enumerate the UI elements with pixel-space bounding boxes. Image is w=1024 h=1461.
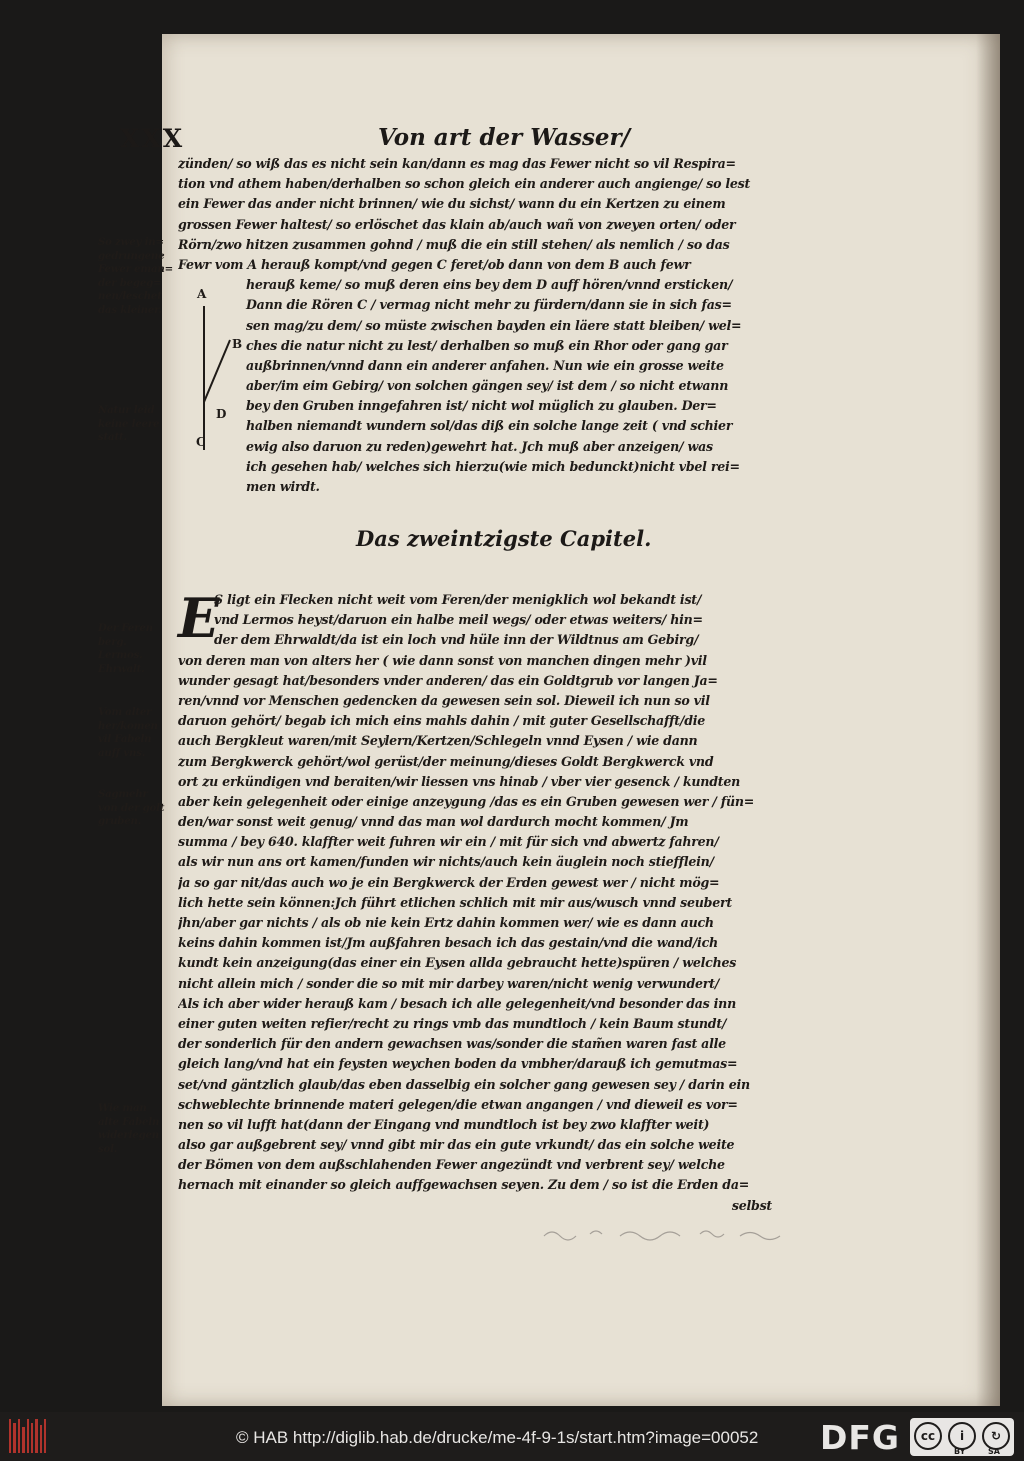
marginal-note-goldmine: [98, 788, 180, 829]
text-line: grossen Fewer haltest/ so erlöschet das klain ab/auch wañ von zweyen orten/ oder: [178, 216, 736, 232]
text-line: wunder gesagt hat/besonders vnder anderen/ das ein Goldtgrub vor langen Ja=: [178, 672, 718, 688]
text-line: auch Bergkleut waren/mit Seylern/Kertzen/Schlegeln vnnd Eysen / wie dann: [178, 733, 698, 749]
cc-icon: cc: [914, 1422, 942, 1450]
text-block-chapter: [178, 586, 772, 1216]
page-number: XXX: [120, 124, 185, 153]
text-line: einer guten weiten refier/recht zu rings vmb das mundtloch / kein Baum stundt/: [178, 1015, 727, 1031]
diagram-label-c: C: [196, 435, 206, 449]
marginal-note-line: So zwey in=: [98, 236, 164, 248]
text-line: keins dahin kommen ist/Jm außfahren besach ich das gestain/vnd die wand/ich: [178, 935, 718, 951]
marginal-note-line: nen/leschet: [98, 290, 162, 302]
text-line: also gar außgebrent sey/ vnnd gibt mir das ein gute vrkundt/ das ein solche weite: [178, 1137, 735, 1153]
copyright-link[interactable]: © HAB http://diglib.hab.de/drucke/me-4f-9-1s/start.htm?image=00052: [236, 1428, 759, 1447]
text-line: S ligt ein Flecken nicht weit vom Feren/der menigklich wol bekandt ist/: [214, 592, 702, 607]
text-block-upper: [178, 154, 772, 497]
text-line: der sonderlich für den andern gewachsen was/sonder die stam̃en waren fast alle: [178, 1036, 726, 1052]
text-line: nen so vil lufft hat(dann der Eingang vnd mundtloch ist bey zwo klaffter weit): [178, 1116, 710, 1132]
marginal-note-vacuum: [98, 404, 180, 445]
text-line: ich gesehen hab/ welches sich hierzu(wie mich bedunckt)nicht vbel rei=: [246, 458, 740, 474]
catchword: selbst: [731, 1197, 772, 1213]
cc-by-sa-license-badge[interactable]: [910, 1418, 1014, 1456]
marginal-note-line: vil Fabeln: [98, 733, 152, 745]
text-line: set/vnd gäntzlich glaub/das eben dasselbig ein solcher gang gewesen sey / darin ein: [178, 1076, 750, 1092]
diagram-label-d: D: [216, 407, 227, 421]
marginal-note-line: her/komen: [98, 719, 158, 732]
text-line: summa / bey 640. klaffter weit fuhren wir ein / mit für sich vnd abwertz fahren/: [178, 834, 719, 850]
marginal-note-line: Wie man: [98, 1102, 147, 1114]
marginal-note-fables: [98, 706, 180, 760]
share-alike-icon: ↻: [982, 1422, 1010, 1450]
page-gutter-shadow: [976, 34, 1000, 1406]
text-line: von deren man von alters her ( wie dann sonst von manchen dingen mehr )vil: [178, 652, 707, 668]
handwritten-annotation: [540, 1224, 820, 1242]
marginal-note-line: sol.: [98, 1142, 118, 1155]
text-line: zünden/ so wiß das es nicht sein kan/dann es mag das Fewer nicht so vil Respira=: [178, 156, 736, 171]
text-line: schweblechte brinnende materi gelegen/die etwan angangen / vnd dieweil es vor=: [178, 1096, 738, 1112]
license-by-label: BY: [954, 1447, 966, 1456]
text-line: aber/im eim Gebirg/ von solchen gängen sey/ ist dem / so nicht etwann: [246, 378, 729, 394]
text-line: ches die natur nicht zu lest/ derhalben so muß ein Rhor oder gang gar: [246, 337, 728, 353]
text-line: außbrinnen/vnnd dann ein anderer anfahen. Nun wie ein grosse weite: [246, 357, 724, 373]
marginal-note-line: gruben.: [98, 815, 142, 827]
running-head-title: Von art der Wasser/: [378, 124, 631, 151]
marginal-note-line: Natur leid: [98, 404, 155, 416]
text-line: herauß keme/ so muß deren eins bey dem D auff hören/vnnd ersticken/: [246, 277, 733, 293]
text-line: aber kein gelegenheit oder einige anzeygung /das es ein Gruben gewesen wer / fün=: [178, 793, 755, 809]
text-line: jhn/aber gar nichts / als ob nie kein Ertz dahin kommen wer/ wie es dann auch: [178, 915, 714, 930]
license-sa-label: SA: [988, 1447, 1000, 1456]
marginal-note-line: der begeg=: [98, 276, 162, 289]
diagram-label-a: A: [197, 287, 207, 301]
text-line: Als ich aber wider herauß kam / besach ich alle gelegenheit/vnd besonder das inn: [178, 995, 736, 1011]
text-line: Dann die Rören C / vermag nicht mehr zu fürdern/dann sie in sich fas=: [246, 297, 732, 313]
text-line: vnd Lermos heyst/daruon ein halbe meil wegs/ oder etwas weiters/ hin=: [214, 612, 703, 628]
marginal-note-line: Ehrwalt.: [98, 662, 145, 675]
text-line: lich hette sein können:Jch führt etlichen schlich mit mir aus/wusch vnnd seubert: [178, 894, 732, 910]
marginal-note-line: Vom alter: [98, 706, 152, 718]
marginal-note-line: alte Fabeln: [98, 1115, 160, 1128]
text-line: gleich lang/vnd hat ein feysten weychen boden da vmbher/darauß ich gemutmas=: [178, 1056, 738, 1072]
marginal-note-line: widerlegen: [98, 1129, 159, 1141]
marginal-note-line: das kleiner.: [98, 303, 162, 316]
marginal-note-line: Fewer eman=: [98, 263, 173, 275]
marginal-note-line: auff vns.: [98, 746, 146, 759]
text-line: Rörn/zwo hitzen zusammen gohnd / muß die ein still stehen/ als nemlich / so das: [178, 236, 730, 252]
text-line: men wirdt.: [246, 479, 320, 494]
marginal-note-places: [98, 622, 180, 676]
text-line: ort zu erkündigen vnd beraiten/wir liessen vns hinab / vber vier gesenck / kundten: [178, 773, 741, 789]
text-line: tion vnd athem haben/derhalben so schon gleich ein anderer auch angienge/ so lest: [178, 176, 751, 192]
text-line: halben niemandt wundern sol/das diß ein solche lange zeit ( vnd schier: [246, 418, 733, 434]
marginal-note-line: Der Feren: [98, 622, 153, 634]
text-line: kundt kein anzeigung(das einer ein Eysen allda gebraucht hette)spüren / welches: [178, 955, 737, 971]
text-line: der Bömen von dem außschlahenden Fewer angezündt vnd verbrent sey/ welche: [178, 1157, 725, 1173]
text-line: daruon gehört/ begab ich mich eins mahls dahin / mit guter Gesellschafft/die: [178, 713, 706, 729]
text-line: nicht allein mich / sonder die so mit mir darbey waren/nicht wenig verwundert/: [178, 975, 720, 991]
dfg-logo: DFG: [820, 1418, 901, 1457]
marginal-note-line: gedrungene: [98, 249, 165, 262]
marginal-note-line: Sagmehr: [98, 788, 148, 800]
text-line: als wir nun ans ort kamen/funden wir nichts/auch kein äuglein noch stiefflein/: [178, 854, 714, 870]
text-line: sen mag/zu dem/ so müste zwischen bayden ein läere statt bleiben/ wel=: [246, 317, 742, 333]
marginal-note-line: Lermos.: [98, 649, 143, 661]
text-line: hernach mit einander so gleich auffgewachsen seyen. Zu dem / so ist die Erden da=: [178, 1177, 750, 1193]
text-line: ren/vnnd vor Menschen gedencken da gewesen sein sol. Dieweil ich nun so vil: [178, 692, 710, 708]
marginal-note-line: von der golt: [98, 801, 165, 814]
text-line: ein Fewer das ander nicht brinnen/ wie du sichst/ wann du ein Kertzen zu einem: [178, 196, 726, 212]
barcode-icon: [8, 1417, 48, 1455]
text-line: Fewr vom A herauß kompt/vnd gegen C feret/ob dann von dem B auch fewr: [178, 256, 691, 272]
marginal-note-refute: [98, 1102, 180, 1156]
diagram-label-b: B: [232, 337, 242, 351]
attribution-icon: i: [948, 1422, 976, 1450]
drop-cap: E: [178, 586, 220, 650]
text-line: zum Bergkwerck gehört/wol gerüst/der meinung/dieses Goldt Bergkwerck vnd: [178, 753, 714, 769]
chapter-heading: Das zweintzigste Capitel.: [356, 526, 652, 551]
marginal-note-fires: [98, 236, 180, 317]
text-line: bey den Gruben inngefahren ist/ nicht wol müglich zu glauben. Der=: [246, 398, 717, 414]
text-line: ewig also daruon zu reden)gewehrt hat. Jch muß aber anzeigen/ was: [246, 438, 713, 454]
marginal-note-line: statt.: [98, 431, 127, 443]
text-line: der dem Ehrwaldt/da ist ein loch vnd hüle inn der Wildtnus am Gebirg/: [214, 632, 699, 648]
marginal-note-line: keine leere: [98, 417, 160, 430]
marginal-note-line: berg.: [98, 635, 127, 648]
running-head: [120, 124, 780, 158]
text-line: den/war sonst weit genug/ vnnd das man wol dardurch mocht kommen/ Jm: [178, 814, 689, 830]
text-line: ja so gar nit/das auch wo je ein Bergkwerck der Erden gewest wer / nicht mög=: [178, 874, 720, 890]
